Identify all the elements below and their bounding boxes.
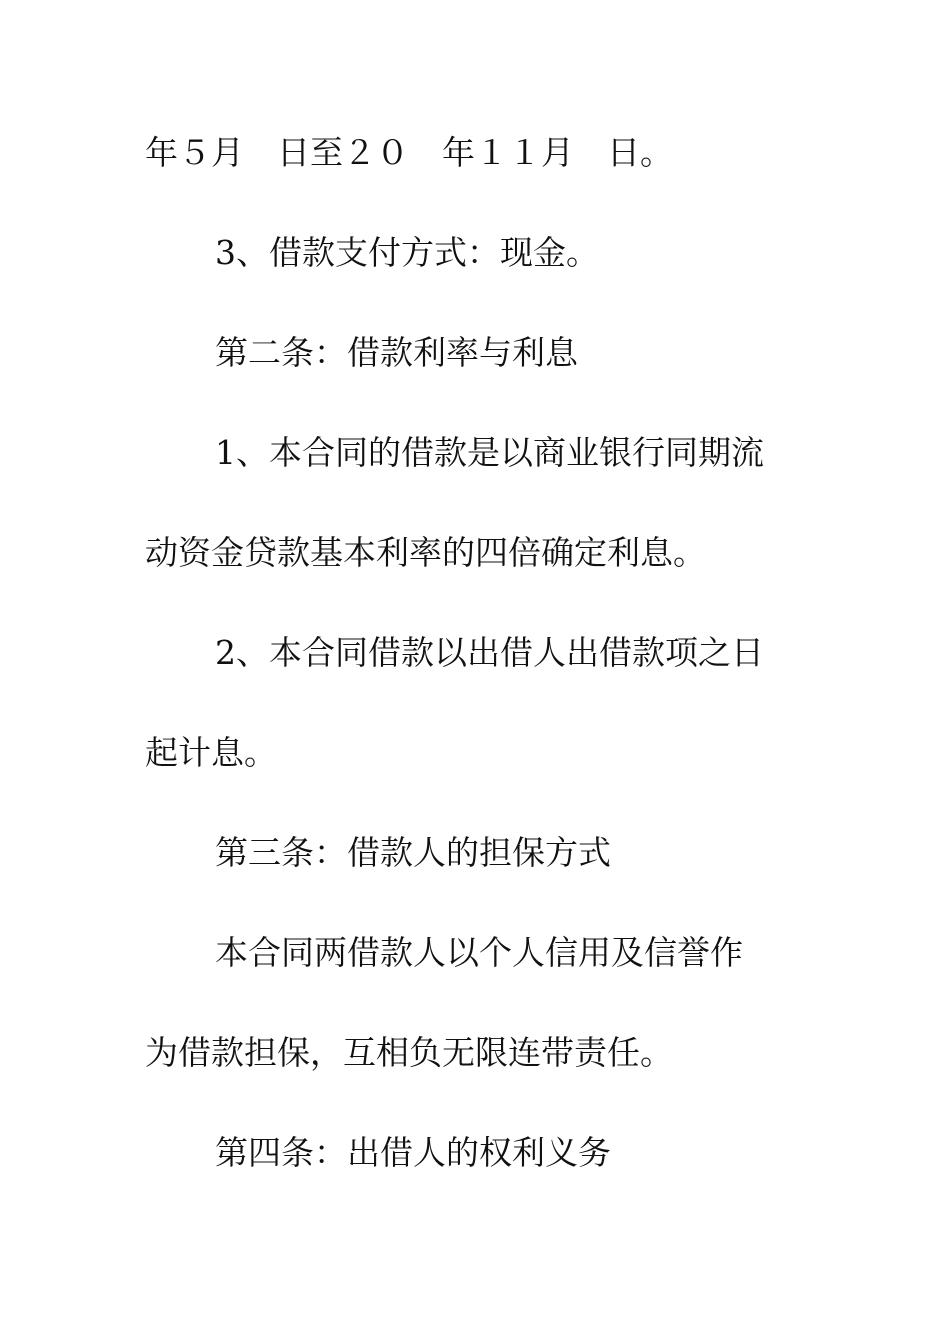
paragraph-line-interest-rate-2: 动资金贷款基本利率的四倍确定利息。 <box>145 533 706 572</box>
paragraph-line-payment-method: 3、借款支付方式：现金。 <box>215 233 599 272</box>
paragraph-line-interest-start-2: 起计息。 <box>145 733 277 772</box>
section-heading-article-2: 第二条：借款利率与利息 <box>215 333 578 372</box>
paragraph-line-interest-rate-1: 1、本合同的借款是以商业银行同期流 <box>215 433 764 472</box>
paragraph-line-guarantee-2: 为借款担保，互相负无限连带责任。 <box>145 1033 673 1072</box>
section-heading-article-4: 第四条：出借人的权利义务 <box>215 1133 611 1172</box>
section-heading-article-3: 第三条：借款人的担保方式 <box>215 833 611 872</box>
paragraph-line-loan-period: 年５月 日至２０ 年１１月 日。 <box>145 133 673 172</box>
paragraph-line-guarantee-1: 本合同两借款人以个人信用及信誉作 <box>215 933 743 972</box>
paragraph-line-interest-start-1: 2、本合同借款以出借人出借款项之日 <box>215 633 764 672</box>
